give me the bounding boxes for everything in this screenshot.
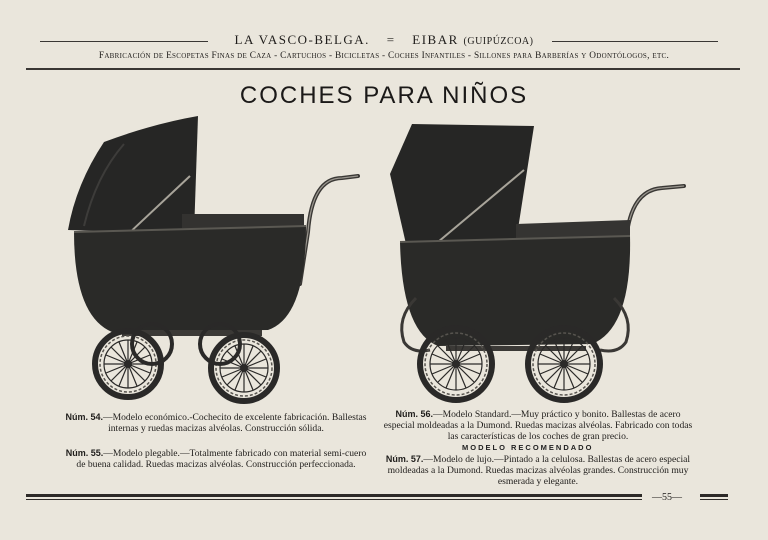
footer-rule-right-thin — [700, 499, 728, 500]
model-57-number: Núm. 57. — [385, 454, 424, 464]
caption-model-57 — [380, 454, 696, 487]
header-underline — [26, 68, 740, 70]
page-title: COCHES PARA NIÑOS — [239, 82, 529, 109]
model-54-number: Núm. 54. — [65, 412, 104, 422]
model-56-description: —Modelo Standard.—Muy práctico y bonito. Ballestas de acero especial moldeadas a la Dumond. Ruedas macizas alvéolas. Fabricado con todas las características de los coches de gran precio. — [383, 409, 693, 442]
footer-rule-right — [700, 494, 728, 497]
model-56-number: Núm. 56. — [395, 409, 433, 419]
model-55-description: —Modelo plegable.—Totalmente fabricado con material semi-cuero de buena calidad. Ruedas macizas alvéolas. Construcción perfeccionada. — [76, 448, 367, 470]
model-54-description: —Modelo económico.-Cochecito de excelente fabricación. Ballestas internas y ruedas macizas alvéolas. Construcción sólida. — [103, 412, 367, 434]
caption-model-56 — [380, 409, 696, 442]
model-57-description: —Modelo de lujo.—Pintado a la celulosa. Ballestas de acero especial moldeadas a la Dumond. Ruedas macizas alvéolas grandes. Construcción muy esmerada y elegante. — [387, 454, 691, 487]
pram-illustration-left — [62, 112, 367, 407]
company-city: EIBAR — [412, 32, 459, 47]
company-province: (GUIPÚZCOA) — [463, 36, 534, 47]
footer-rule-left-thin — [26, 499, 642, 500]
company-separator: = — [386, 32, 396, 47]
caption-model-55 — [60, 448, 372, 470]
recommended-label: MODELO RECOMENDADO — [462, 443, 594, 452]
model-55-number: Núm. 55. — [65, 448, 104, 458]
footer-rule-left — [26, 494, 642, 497]
page-number: —55— — [652, 492, 682, 503]
company-name: LA VASCO-BELGA. — [234, 32, 370, 47]
company-subtitle: Fabricación de Escopetas Finas de Caza - Cartuchos - Bicicletas - Coches Infantiles - Sillones para Barberías y Odontólogos, etc. — [98, 51, 670, 61]
company-line — [0, 32, 768, 48]
caption-model-54 — [60, 412, 372, 434]
pram-illustration-right — [386, 118, 691, 413]
